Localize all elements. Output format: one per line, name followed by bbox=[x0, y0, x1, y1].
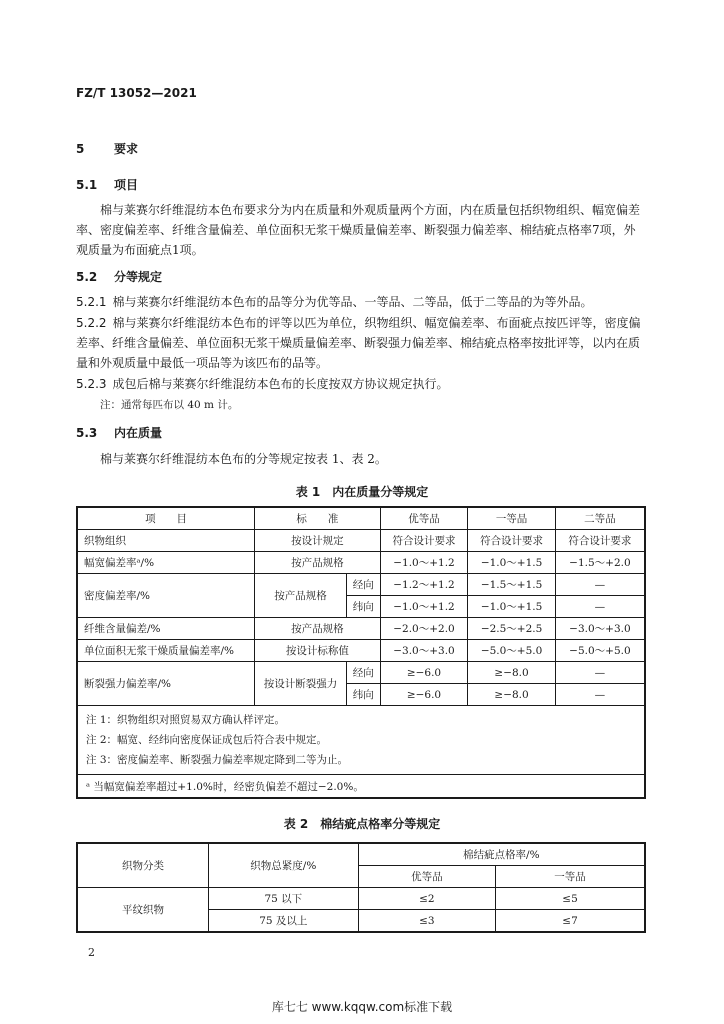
table-header-row bbox=[77, 843, 645, 866]
row-grade-2: ≤7 bbox=[496, 910, 645, 933]
row-item: 单位面积无浆干燥质量偏差率/% bbox=[77, 640, 255, 662]
row-grade-3: −1.5～+2.0 bbox=[555, 552, 645, 574]
table-notes-row bbox=[77, 706, 645, 775]
section-5-3-body: 棉与莱赛尔纤维混纺本色布的分等规定按表 1、表 2。 bbox=[100, 452, 387, 466]
row-grade-3: — bbox=[555, 662, 645, 684]
row-grade-3: −5.0～+5.0 bbox=[555, 640, 645, 662]
section-5-3-heading bbox=[76, 424, 162, 441]
row-standard: 按产品规格 bbox=[255, 574, 347, 618]
section-number: 5.1 bbox=[76, 178, 98, 192]
table-row bbox=[77, 618, 645, 640]
row-direction: 纬向 bbox=[346, 684, 380, 706]
row-item: 织物组织 bbox=[77, 530, 255, 552]
row-grade-2: −5.0～+5.0 bbox=[468, 640, 556, 662]
clause-text: 棉与莱赛尔纤维混纺本色布的品等分为优等品、一等品、二等品，低于二等品的为等外品。 bbox=[112, 295, 593, 309]
row-grade-2: −1.0～+1.5 bbox=[468, 596, 556, 618]
table-note: 注 3：密度偏差率、断裂强力偏差率规定降到二等为止。 bbox=[86, 754, 349, 766]
header-standard: 标 准 bbox=[255, 507, 381, 530]
row-grade-1: ≤3 bbox=[358, 910, 495, 933]
row-standard: 按产品规格 bbox=[255, 618, 381, 640]
header-item: 项 目 bbox=[77, 507, 255, 530]
table-1 bbox=[76, 506, 646, 799]
row-standard: 按设计规定 bbox=[255, 530, 381, 552]
row-grade-2: −1.0～+1.5 bbox=[468, 552, 556, 574]
clause-number: 5.2.3 bbox=[76, 377, 107, 391]
table-1-caption: 表 1 内在质量分等规定 bbox=[295, 485, 429, 499]
table-row bbox=[77, 530, 645, 552]
table-row bbox=[77, 552, 645, 574]
row-grade-3: — bbox=[555, 596, 645, 618]
row-tightness: 75 以下 bbox=[209, 888, 359, 910]
row-item: 幅宽偏差率ᵃ/% bbox=[77, 552, 255, 574]
section-number: 5 bbox=[76, 142, 85, 156]
table-header-row bbox=[77, 507, 645, 530]
clause-5-2-2 bbox=[76, 313, 646, 373]
section-5-2-heading bbox=[76, 268, 162, 285]
row-standard: 按产品规格 bbox=[255, 552, 381, 574]
section-5-1-body: 棉与莱赛尔纤维混纺本色布要求分为内在质量和外观质量两个方面，内在质量包括织物组织、幅宽偏差率、密度偏差率、纤维含量偏差、单位面积无浆干燥质量偏差率、断裂强力偏差率、棉结疵点格率7项，外观质量为布面疵点1项。 bbox=[76, 203, 641, 257]
row-grade-2: −2.5～+2.5 bbox=[468, 618, 556, 640]
table-footnote-row bbox=[77, 775, 645, 799]
section-5-1-heading bbox=[76, 176, 138, 193]
table-note: 注 1：织物组织对照贸易双方确认样评定。 bbox=[86, 714, 286, 726]
row-grade-2: −1.5～+1.5 bbox=[468, 574, 556, 596]
standard-code: FZ/T 13052—2021 bbox=[76, 86, 197, 100]
clause-text: 棉与莱赛尔纤维混纺本色布的评等以匹为单位，织物组织、幅宽偏差率、布面疵点按匹评等，密度偏差率、纤维含量偏差、单位面积无浆干燥质量偏差率、断裂强力偏差率、棉结疵点格率按批评等，以内在质量和外观质量中最低一项品等为该匹布的品等。 bbox=[76, 316, 641, 370]
header-tightness: 织物总紧度/% bbox=[209, 843, 359, 888]
section-title: 项目 bbox=[114, 178, 139, 192]
row-grade-1: 符合设计要求 bbox=[380, 530, 468, 552]
section-5-heading bbox=[76, 140, 138, 157]
section-title: 内在质量 bbox=[114, 426, 163, 440]
row-grade-2: ≥−8.0 bbox=[468, 684, 556, 706]
header-grade-1: 优等品 bbox=[380, 507, 468, 530]
row-item: 密度偏差率/% bbox=[77, 574, 255, 618]
clause-number: 5.2.1 bbox=[76, 295, 107, 309]
row-grade-3: — bbox=[555, 684, 645, 706]
row-item: 纤维含量偏差/% bbox=[77, 618, 255, 640]
table-note: 注 2：幅宽、经纬向密度保证成包后符合表中规定。 bbox=[86, 734, 328, 746]
table-2 bbox=[76, 842, 646, 933]
header-grade-2: 一等品 bbox=[496, 866, 645, 888]
table-row bbox=[77, 574, 645, 596]
header-rate: 棉结疵点格率/% bbox=[358, 843, 645, 866]
row-grade-1: −1.2～+1.2 bbox=[380, 574, 468, 596]
footer-watermark: 库七七 www.kqqw.com标准下载 bbox=[271, 1000, 453, 1014]
header-grade-1: 优等品 bbox=[358, 866, 495, 888]
row-category: 平纹织物 bbox=[77, 888, 209, 933]
row-grade-1: ≤2 bbox=[358, 888, 495, 910]
row-direction: 经向 bbox=[346, 574, 380, 596]
row-grade-1: −1.0～+1.2 bbox=[380, 596, 468, 618]
row-grade-1: −2.0～+2.0 bbox=[380, 618, 468, 640]
table-row bbox=[77, 640, 645, 662]
row-grade-3: 符合设计要求 bbox=[555, 530, 645, 552]
section-number: 5.3 bbox=[76, 426, 98, 440]
row-grade-2: ≤5 bbox=[496, 888, 645, 910]
table-row bbox=[77, 888, 645, 910]
row-grade-2: ≥−8.0 bbox=[468, 662, 556, 684]
table-2-caption: 表 2 棉结疵点格率分等规定 bbox=[283, 817, 441, 831]
clause-5-2-1 bbox=[76, 292, 646, 312]
row-direction: 纬向 bbox=[346, 596, 380, 618]
section-title: 要求 bbox=[114, 142, 139, 156]
header-grade-3: 二等品 bbox=[555, 507, 645, 530]
row-standard: 按设计标称值 bbox=[255, 640, 381, 662]
table-notes bbox=[77, 706, 645, 775]
clause-number: 5.2.2 bbox=[76, 316, 107, 330]
section-title: 分等规定 bbox=[114, 270, 163, 284]
clause-5-2-3 bbox=[76, 374, 646, 394]
row-standard: 按设计断裂强力 bbox=[255, 662, 347, 706]
row-grade-1: ≥−6.0 bbox=[380, 684, 468, 706]
section-number: 5.2 bbox=[76, 270, 98, 284]
row-grade-3: −3.0～+3.0 bbox=[555, 618, 645, 640]
row-direction: 经向 bbox=[346, 662, 380, 684]
clause-text: 成包后棉与莱赛尔纤维混纺本色布的长度按双方协议规定执行。 bbox=[112, 377, 449, 391]
row-grade-1: ≥−6.0 bbox=[380, 662, 468, 684]
row-grade-2: 符合设计要求 bbox=[468, 530, 556, 552]
note-5-2: 注：通常每匹布以 40 m 计。 bbox=[100, 399, 239, 411]
row-tightness: 75 及以上 bbox=[209, 910, 359, 933]
table-row bbox=[77, 662, 645, 684]
table-footnote: ᵃ 当幅宽偏差率超过+1.0%时，经密负偏差不超过−2.0%。 bbox=[77, 775, 645, 799]
page-number: 2 bbox=[88, 946, 95, 959]
row-grade-1: −3.0～+3.0 bbox=[380, 640, 468, 662]
row-grade-1: −1.0～+1.2 bbox=[380, 552, 468, 574]
row-item: 断裂强力偏差率/% bbox=[77, 662, 255, 706]
row-grade-3: — bbox=[555, 574, 645, 596]
header-grade-2: 一等品 bbox=[468, 507, 556, 530]
header-category: 织物分类 bbox=[77, 843, 209, 888]
